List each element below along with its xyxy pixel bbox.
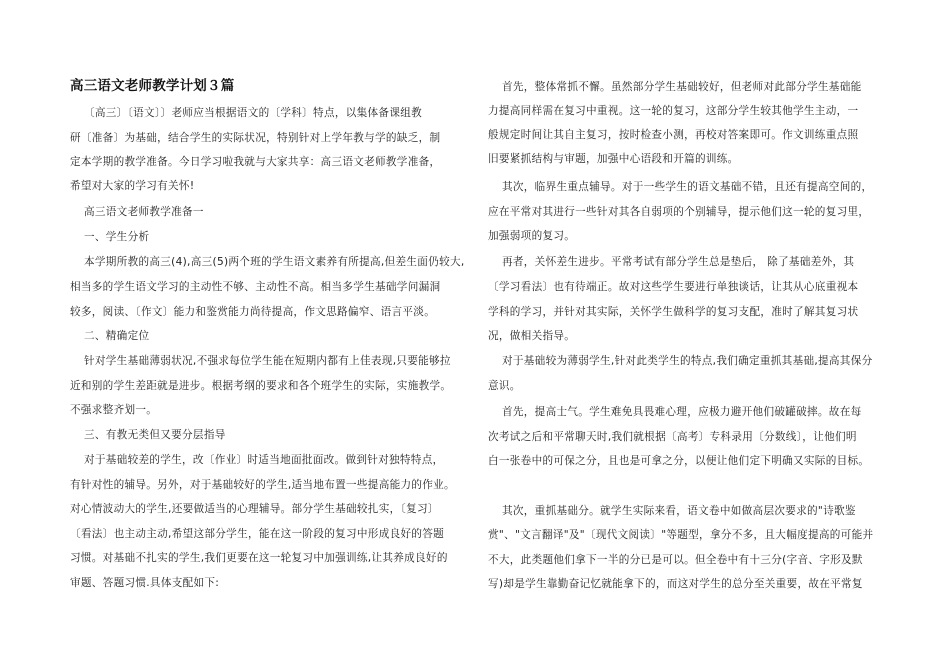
section-heading: 高三语文老师教学准备一 <box>84 206 204 218</box>
text-line: 〔学习看法〕也有待端正。故对这些学生要进行单独谈话，让其从心底重视本 <box>488 281 859 293</box>
text-line: 〔看法〕也主动主动,希望这部分学生，能在这一阶段的复习中形成良好的答题 <box>70 528 445 540</box>
text-line: 般规定时间让其自主复习，按时检查小测，再校对答案即可。作文训练重点照 <box>488 129 859 141</box>
text-line: 首先，提高士气。学生难免具畏难心理，应极力避开他们破罐破摔。故在每 <box>502 406 862 418</box>
section-heading: 二、精确定位 <box>84 330 150 342</box>
text-line: 本学期所教的高三(4),高三(5)两个班的学生语文素养有所提高,但差生面仍较大, <box>84 256 465 268</box>
text-line: 针对学生基础薄弱状况,不强求每位学生能在短期内都有上佳表现,只要能够拉 <box>84 355 451 367</box>
section-heading: 三、有教无类但又要分层指导 <box>84 429 226 441</box>
text-line: 白一张卷中的可保之分，且也是可拿之分，以便让他们定下明确又实际的目标。 <box>488 455 870 467</box>
text-line: 希望对大家的学习有关怀! <box>70 180 195 192</box>
text-line: 有针对性的辅导。另外，对于基础较好的学生,适当地布置一些提高能力的作业。 <box>70 479 455 491</box>
text-line: 力提高同样需在复习中重视。这一轮的复习，这部分学生较其他学生主动，一 <box>488 105 859 117</box>
text-line: 习惯。对基础不扎实的学生,我们更要在这一轮复习中加强训练,让其养成良好的 <box>70 552 448 564</box>
text-line: 研〔准备〕为基础，结合学生的实际状况，特别针对上学年教与学的缺乏，制 <box>70 132 441 144</box>
text-line: 〔高三〕〔语文〕〕老师应当根据语文的〔学科〕特点，以集体备课组教 <box>84 107 422 119</box>
text-line: 不强求整齐划一。 <box>70 404 158 416</box>
section-heading: 一、学生分析 <box>84 231 150 243</box>
text-line: 近和别的学生差距就是进步。根据考纲的要求和各个班学生的实际，实施教学。 <box>70 380 452 392</box>
text-line: 旧要紧抓结构与审题，加强中心语段和开篇的训练。 <box>488 153 739 165</box>
text-line: 不大，此类题他们拿下一半的分已是可以。但全卷中有十三分(字音、字形及默 <box>488 554 863 566</box>
text-line: 审题、答题习惯.具体支配如下: <box>70 577 220 589</box>
text-line: 再者，关怀差生进步。平常考试有部分学生总是垫后， 除了基础差外，其 <box>502 256 855 268</box>
text-line: 对于基础较为薄弱学生,针对此类学生的特点,我们确定重抓其基础,提高其保分 <box>502 355 873 367</box>
text-line: 其次，重抓基础分。就学生实际来看，语文卷中如做高层次要求的"诗歌鉴 <box>502 505 856 517</box>
text-line: 定本学期的教学准备。今日学习啦我就与大家共享：高三语文老师教学准备， <box>70 156 441 168</box>
text-line: 写)却是学生靠勤奋记忆就能拿下的，而这对学生的总分至关重要，故在平常复 <box>488 578 863 590</box>
text-line: 况，做相关指导。 <box>488 330 576 342</box>
text-line: 应在平常对其进行一些针对其各自弱项的个别辅导，提示他们这一轮的复习里， <box>488 206 870 218</box>
text-line: 赏"、"文言翻译"及"〔现代文阅读〕"等题型，拿分不多，且大幅度提高的可能并 <box>488 529 874 541</box>
text-line: 意识。 <box>488 380 521 392</box>
text-line: 首先，整体常抓不懈。虽然部分学生基础较好，但老师对此部分学生基础能 <box>502 81 862 93</box>
document-title: 高三语文老师教学计划３篇 <box>70 78 235 94</box>
text-line: 对于基础较差的学生，改〔作业〕时适当地面批面改。做到针对独特特点， <box>84 454 444 466</box>
text-line: 次考试之后和平常聊天时,我们就根据〔高考〕专科录用〔分数线〕，让他们明 <box>488 431 857 443</box>
text-line: 其次，临界生重点辅导。对于一些学生的语文基础不错，且还有提高空间的， <box>502 181 873 193</box>
text-line: 相当多的学生语文学习的主动性不够、主动性不高。相当多学生基础学问漏洞 <box>70 281 441 293</box>
text-line: 加强弱项的复习。 <box>488 230 576 242</box>
text-line: 较多，阅读、〔作文〕能力和鉴赏能力尚待提高，作文思路偏窄、语言平淡。 <box>70 306 436 318</box>
text-line: 对心情波动大的学生,还要做适当的心理辅导。部分学生基础较扎实，〔复习〕 <box>70 503 439 515</box>
text-line: 学科的学习，并针对其实际，关怀学生做科学的复习支配，准时了解其复习状 <box>488 306 859 318</box>
